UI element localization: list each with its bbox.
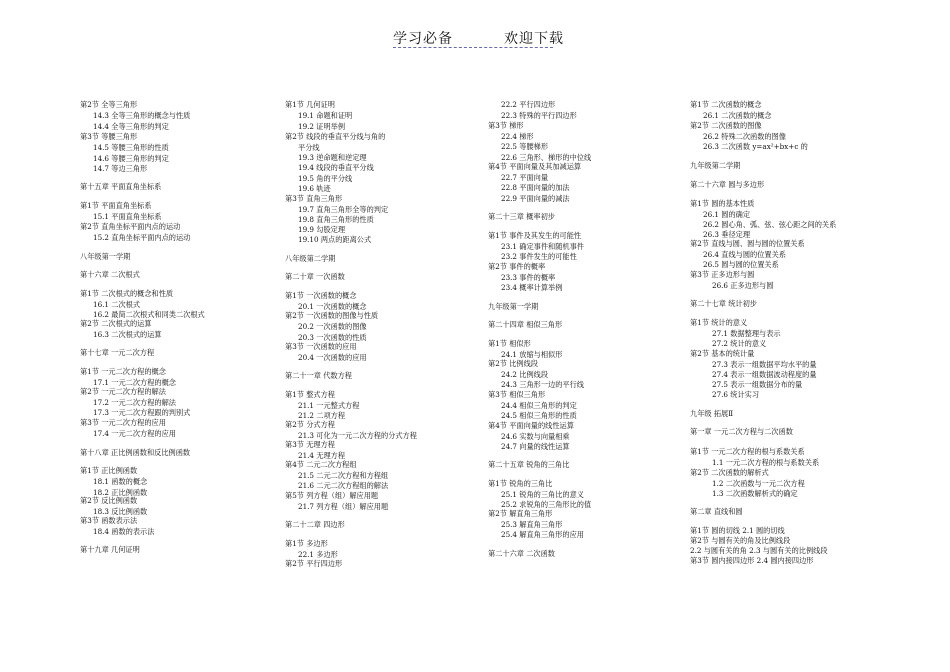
toc-entry: 27.2 统计的意义 [712, 339, 767, 348]
toc-entry: 27.4 表示一组数据波动程度的量 [712, 370, 817, 379]
toc-heading: 第2节 与圆有关的角及比例线段 [690, 536, 791, 545]
toc-entry: 平分线 [298, 143, 320, 152]
toc-heading: 第二十六章 二次函数 [488, 549, 555, 558]
toc-heading: 第3节 一元二次方程的应用 [80, 418, 166, 427]
toc-heading: 第二十六章 圆与多边形 [690, 180, 765, 189]
toc-entry: 24.3 三角形一边的平行线 [501, 380, 584, 389]
toc-heading: 第4节 二元二次方程组 [285, 460, 357, 469]
toc-entry: 17.3 一元二次方程跟的判别式 [93, 408, 191, 417]
toc-entry: 1.3 二次函数解析式的确定 [712, 489, 798, 498]
toc-entry: 19.7 直角三角形全等的判定 [298, 205, 389, 214]
toc-heading: 第二十二章 四边形 [285, 520, 345, 529]
page-header [0, 28, 950, 50]
toc-entry: 19.6 轨迹 [298, 184, 331, 193]
toc-heading: 第1节 事件及其发生的可能性 [488, 231, 582, 240]
toc-heading: 第3节 一次函数的应用 [285, 342, 357, 351]
toc-entry: 22.6 三角形、梯形的中位线 [501, 153, 592, 162]
toc-entry: 21.1 一元整式方程 [298, 401, 360, 410]
toc-entry: 15.1 平面直角坐标系 [93, 212, 162, 221]
toc-heading: 第二十七章 统计初步 [690, 299, 757, 308]
toc-heading: 第2节 平行四边形 [285, 559, 343, 568]
toc-heading: 第二十三章 概率初步 [488, 212, 555, 221]
toc-heading: 第2节 一元二次方程的解法 [80, 387, 166, 396]
toc-heading: 第2节 二次根式的运算 [80, 319, 152, 328]
toc-entry: 1.2 二次函数与一元二次方程 [712, 479, 805, 488]
toc-entry: 23.1 确定事件和随机事件 [501, 242, 584, 251]
toc-entry: 24.1 放缩与相似形 [501, 350, 563, 359]
toc-entry: 25.2 求锐角的三角形比的值 [501, 500, 592, 509]
header-left-text: 学习必备 [393, 31, 453, 47]
toc-heading: 第2节 直角坐标平面内点的运动 [80, 222, 181, 231]
toc-entry: 21.7 列方程（组）解应用题 [298, 502, 389, 511]
toc-entry: 26.1 圆的确定 [703, 210, 751, 219]
toc-entry: 25.4 解直角三角形的应用 [501, 530, 584, 539]
toc-heading: 第一章 一元二次方程与二次函数 [690, 427, 793, 436]
toc-entry: 17.1 一元二次方程的概念 [93, 378, 176, 387]
toc-entry: 23.3 事件的概率 [501, 273, 556, 282]
toc-heading: 第1节 圆的切线 2.1 圆的切线 [690, 526, 785, 535]
toc-entry: 26.3 垂径定理 [703, 230, 751, 239]
toc-heading: 第十六章 二次根式 [80, 270, 140, 279]
toc-heading: 第1节 一元二次方程的根与系数关系 [690, 447, 805, 456]
header-right-text: 欢迎下载 [504, 31, 564, 47]
toc-heading: 第1节 平面直角坐标系 [80, 201, 152, 210]
toc-entry: 20.4 一次函数的应用 [298, 353, 367, 362]
toc-entry: 21.2 二项方程 [298, 411, 346, 420]
toc-entry: 20.3 一次函数的性质 [298, 333, 367, 342]
toc-heading: 第3节 相似三角形 [488, 390, 546, 399]
toc-entry: 26.1 二次函数的概念 [703, 111, 772, 120]
toc-heading: 第3节 梯形 [488, 121, 524, 130]
toc-heading: 第1节 一次函数的概念 [285, 291, 357, 300]
toc-entry: 22.4 梯形 [501, 132, 534, 141]
toc-heading: 第2节 线段的垂直平分线与角的 [285, 132, 386, 141]
toc-heading: 第1节 锐角的三角比 [488, 479, 553, 488]
toc-entry: 16.2 最简二次根式和同类二次根式 [93, 310, 205, 319]
toc-heading: 第2节 一次函数的图像与性质 [285, 311, 379, 320]
toc-entry: 18.1 函数的概念 [93, 477, 148, 486]
toc-entry: 22.5 等腰梯形 [501, 142, 549, 151]
toc-heading: 第5节 列方程（组）解应用题 [285, 491, 379, 500]
toc-heading: 第1节 整式方程 [285, 390, 335, 399]
toc-entry: 14.6 等腰三角形的判定 [93, 154, 169, 163]
header-dashed-rule [393, 47, 553, 48]
toc-heading: 第3节 圆内接四边形 2.4 圆内接四边形 [690, 556, 814, 565]
toc-heading: 第2节 分式方程 [285, 420, 335, 429]
toc-entry: 27.5 表示一组数据分布的量 [712, 380, 803, 389]
toc-entry: 17.4 一元二次方程的应用 [93, 429, 176, 438]
toc-heading: 第1节 圆的基本性质 [690, 199, 755, 208]
toc-entry: 26.2 特殊二次函数的图像 [703, 132, 786, 141]
toc-entry: 14.4 全等三角形的判定 [93, 122, 169, 131]
toc-heading: 第2节 解直角三角形 [488, 509, 553, 518]
toc-entry: 16.3 二次根式的运算 [93, 330, 162, 339]
toc-heading: 九年级第一学期 [488, 302, 539, 311]
toc-entry: 21.3 可化为一元二次方程的分式方程 [298, 431, 417, 440]
toc-entry: 21.4 无理方程 [298, 451, 346, 460]
toc-entry: 24.2 比例线段 [501, 370, 549, 379]
toc-heading: 八年级第一学期 [80, 252, 131, 261]
toc-entry: 19.1 命题和证明 [298, 111, 353, 120]
toc-entry: 16.1 二次根式 [93, 300, 141, 309]
toc-entry: 19.10 两点的距离公式 [298, 235, 372, 244]
toc-entry: 1.1 一元二次方程的根与系数关系 [712, 458, 820, 467]
toc-heading: 第1节 二次根式的概念和性质 [80, 289, 174, 298]
toc-heading: 第1节 一元二次方程的概念 [80, 367, 166, 376]
toc-entry: 22.1 多边形 [298, 550, 338, 559]
toc-heading: 第4节 平面向量及其加减运算 [488, 162, 582, 171]
toc-entry: 24.7 向量的线性运算 [501, 442, 570, 451]
toc-heading: 第十七章 一元二次方程 [80, 348, 155, 357]
toc-heading: 第2节 二次函数的图像 [690, 121, 762, 130]
toc-entry: 19.2 证明举例 [298, 122, 346, 131]
toc-entry: 27.1 数据整理与表示 [712, 329, 781, 338]
toc-heading: 第2节 事件的概率 [488, 262, 546, 271]
toc-heading: 第2节 反比例函数 [80, 496, 138, 505]
toc-entry: 24.4 相似三角形的判定 [501, 401, 577, 410]
toc-heading: 九年级 拓展Ⅱ [690, 409, 734, 418]
toc-entry: 21.6 二元二次方程组的解法 [298, 481, 389, 490]
toc-entry: 19.9 勾股定理 [298, 225, 346, 234]
toc-entry: 20.1 一次函数的概念 [298, 302, 367, 311]
toc-entry: 22.2 平行四边形 [501, 100, 556, 109]
toc-heading: 九年级第二学期 [690, 161, 741, 170]
toc-entry: 27.6 统计实习 [712, 390, 760, 399]
toc-entry: 23.4 概率计算举例 [501, 283, 563, 292]
toc-entry: 26.2 圆心角、弧、弦、弦心距之间的关系 [703, 220, 837, 229]
toc-entry: 24.6 实数与向量相乘 [501, 432, 570, 441]
toc-heading: 第1节 二次函数的概念 [690, 100, 762, 109]
toc-heading: 第二十五章 锐角的三角比 [488, 460, 570, 469]
toc-entry: 23.2 事件发生的可能性 [501, 252, 577, 261]
toc-entry: 26.6 正多边形与圆 [712, 281, 774, 290]
toc-entry: 22.7 平面向量 [501, 173, 549, 182]
toc-heading: 第1节 几何证明 [285, 100, 335, 109]
toc-entry: 18.2 正比例函数 [93, 488, 148, 497]
toc-heading: 第二十章 一次函数 [285, 272, 345, 281]
toc-heading: 第十五章 平面直角坐标系 [80, 182, 162, 191]
toc-entry: 14.5 等腰三角形的性质 [93, 143, 169, 152]
toc-entry: 18.3 反比例函数 [93, 507, 148, 516]
toc-heading: 第1节 正比例函数 [80, 466, 138, 475]
toc-heading: 第1节 统计的意义 [690, 318, 748, 327]
toc-heading: 第十八章 正比例函数和反比例函数 [80, 448, 191, 457]
toc-entry: 24.5 相似三角形的性质 [501, 411, 577, 420]
toc-entry: 26.4 直线与圆的位置关系 [703, 250, 786, 259]
toc-heading: 第3节 直角三角形 [285, 194, 343, 203]
toc-heading: 2.2 与圆有关的角 2.3 与圆有关的比例线段 [690, 546, 828, 555]
toc-entry: 22.3 特殊的平行四边形 [501, 111, 577, 120]
toc-entry: 26.5 圆与圆的位置关系 [703, 260, 779, 269]
toc-entry: 26.3 二次函数 y=ax²+bx+c 的 [703, 142, 808, 151]
toc-entry: 15.2 直角坐标平面内点的运动 [93, 233, 191, 242]
toc-entry: 19.4 线段的垂直平分线 [298, 163, 374, 172]
toc-heading: 第十九章 几何证明 [80, 545, 140, 554]
toc-heading: 第2节 全等三角形 [80, 100, 138, 109]
toc-heading: 第二十一章 代数方程 [285, 371, 352, 380]
toc-heading: 第二章 直线和圆 [690, 507, 743, 516]
toc-entry: 14.7 等边三角形 [93, 164, 148, 173]
toc-entry: 20.2 一次函数的图像 [298, 322, 367, 331]
toc-entry: 14.3 全等三角形的概念与性质 [93, 111, 191, 120]
toc-entry: 18.4 函数的表示法 [93, 527, 155, 536]
toc-heading: 第3节 函数表示法 [80, 516, 138, 525]
toc-heading: 第二十四章 相似三角形 [488, 320, 563, 329]
toc-entry: 19.8 直角三角形的性质 [298, 215, 374, 224]
toc-heading: 第3节 等腰三角形 [80, 132, 138, 141]
toc-entry: 17.2 一元二次方程的解法 [93, 398, 176, 407]
toc-heading: 第2节 直线与圆、圆与圆的位置关系 [690, 239, 805, 248]
toc-entry: 19.3 逆命题和逆定理 [298, 153, 367, 162]
toc-heading: 第3节 无理方程 [285, 440, 335, 449]
toc-heading: 第2节 基本的统计量 [690, 349, 755, 358]
toc-entry: 22.9 平面向量的减法 [501, 194, 570, 203]
toc-entry: 25.1 锐角的三角比的意义 [501, 490, 584, 499]
toc-heading: 第2节 二次函数的解析式 [690, 468, 769, 477]
toc-heading: 第2节 比例线段 [488, 359, 538, 368]
toc-entry: 22.8 平面向量的加法 [501, 183, 570, 192]
toc-heading: 第1节 相似形 [488, 339, 531, 348]
toc-heading: 第1节 多边形 [285, 539, 328, 548]
toc-entry: 27.3 表示一组数据平均水平的量 [712, 360, 817, 369]
toc-entry: 19.5 角的平分线 [298, 174, 353, 183]
toc-heading: 八年级第二学期 [285, 254, 336, 263]
toc-entry: 25.3 解直角三角形 [501, 520, 563, 529]
toc-heading: 第3节 正多边形与圆 [690, 270, 755, 279]
toc-heading: 第4节 平面向量的线性运算 [488, 421, 574, 430]
toc-entry: 21.5 二元二次方程和方程组 [298, 471, 389, 480]
